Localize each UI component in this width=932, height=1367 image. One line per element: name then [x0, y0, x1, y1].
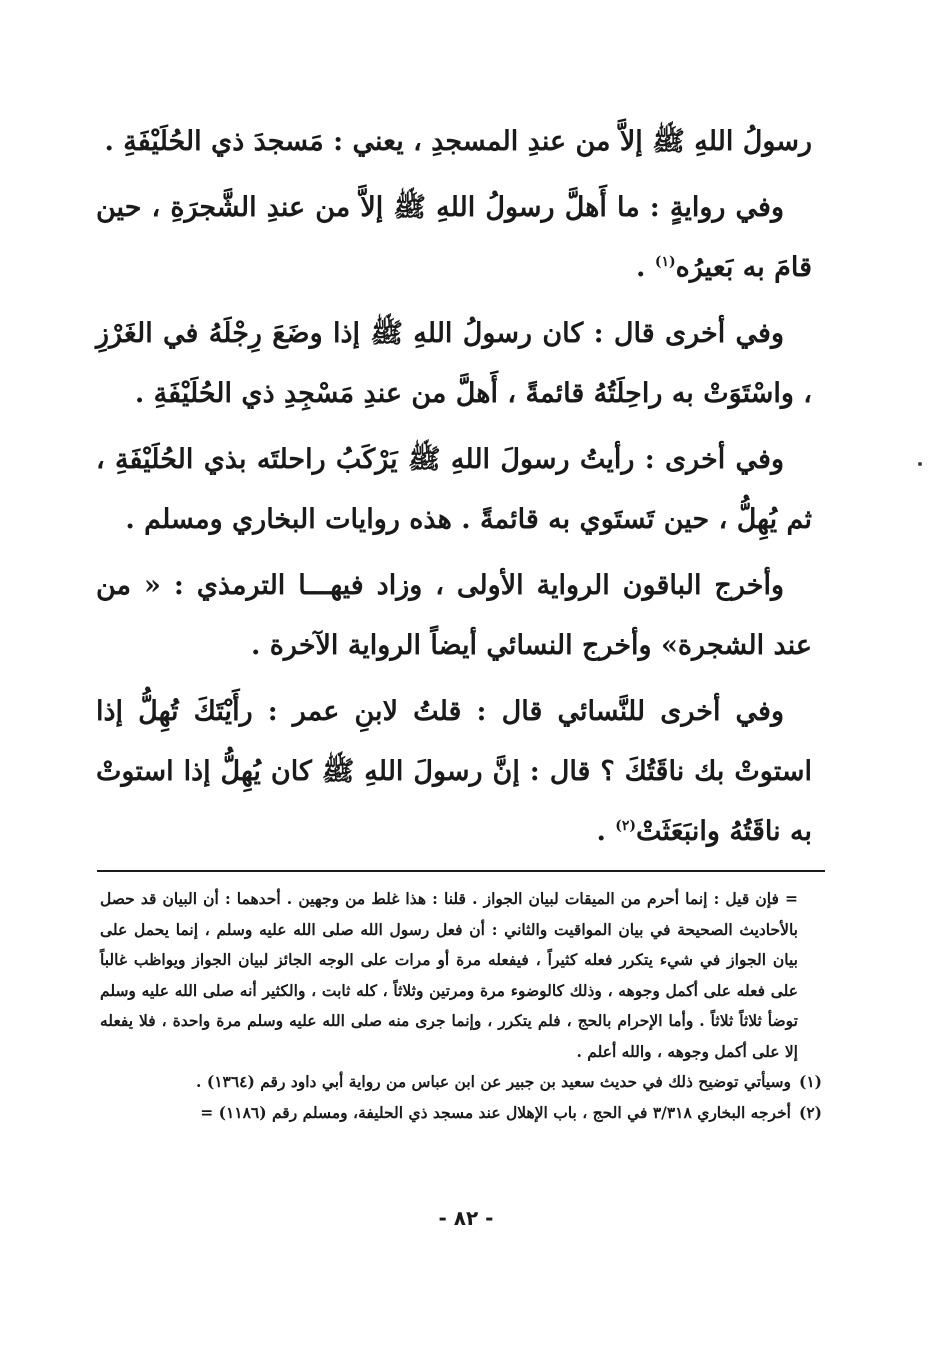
paragraph-4 [96, 430, 812, 550]
paragraph-end: . [636, 252, 655, 283]
page-number: - ٨٢ - [438, 1206, 494, 1230]
main-text [96, 112, 812, 868]
paragraph-3 [96, 304, 812, 424]
paragraph-text: رسولُ اللهِ ﷺ إلاَّ من عندِ المسجدِ ، يعني : مَسجدَ ذي الحُلَيْفَةِ . [104, 126, 812, 157]
paragraph-text: وفي أخرى للنَّسائي قال : قلتُ لابنِ عمر : رأَيْتَكَ تُهِلُّ إذا استوتْ بك ناقَتُكَ ؟ قال : إنَّ رسولَ اللهِ ﷺ كان يُهِلُّ إذا استوتْ به ناقَتُهُ وانبَعَثَتْ [96, 696, 812, 847]
footnote-2 [100, 1098, 822, 1129]
paragraph-text: وفي روايةٍ : ما أَهلَّ رسولُ اللهِ ﷺ إلاَّ من عندِ الشَّجرَةِ ، حين قامَ به بَعيرُه [96, 192, 812, 283]
footnote-1 [100, 1067, 822, 1098]
paragraph-5 [96, 556, 812, 676]
footnote-continuation: = فإن قيل : إنما أحرم من الميقات لبيان الجواز . قلنا : هذا غلط من وجهين . أحدهما : أن البيان قد حصل بالأحاديث الصحيحة في بيان المواقيت والثاني : أن فعل رسول الله صلى الله عليه وسلم ، إنما يحمل على بيان الجواز في شيء يتكرر فعله كثيراً ، فيفعله مرة أو مرات على الوجه الجائز لبيان الجواز ويواظب غالباً على فعله على أكمل وجوهه ، وذلك كالوضوء مرة ومرتين وثلاثاً ، كله ثابت ، والكثير أنه صلى الله عليه وسلم توضأ ثلاثاً ثلاثاً . وأما الإحرام بالحج ، فلم يتكرر ، وإنما جرى منه صلى الله عليه وسلم مرة واحدة ، فلا يفعله إلا على أكمل وجوهه ، والله أعلم . [100, 889, 798, 1061]
paragraph-text: وفي أخرى : رأيتُ رسولَ اللهِ ﷺ يَرْكَبُ راحلتَه بذي الحُلَيْفَةِ ، ثم يُهِلُّ ، حين تَستَوي به قائمةً . هذه روايات البخاري ومسلم . [96, 444, 812, 535]
footnotes [100, 884, 822, 1128]
footnote-separator [97, 870, 825, 872]
paragraph-6 [96, 682, 812, 862]
paragraph-end: . [596, 816, 616, 847]
footnote-number: (١) [798, 1072, 822, 1091]
paragraph-text: وأخرج الباقون الرواية الأولى ، وزاد فيهـــا الترمذي : « من عند الشجرة» وأخرج النسائي أيضاً الرواية الآخرة . [96, 570, 812, 661]
footnote-text: أخرجه البخاري ٣/٣١٨ في الحج ، باب الإهلال عند مسجد ذي الحليفة، ومسلم رقم (١١٨٦) = [200, 1102, 791, 1122]
footnote-number: (٢) [798, 1102, 822, 1122]
footnote-text: وسيأتي توضيح ذلك في حديث سعيد بن جبير عن ابن عباس من رواية أبي داود رقم (١٣٦٤) . [196, 1072, 791, 1091]
paragraph-text: وفي أخرى قال : كان رسولُ اللهِ ﷺ إذا وضَعَ رِجْلَهُ في الغَرْزِ ، واسْتَوَتْ به راحِلَتُهُ قائمةً ، أَهلَّ من عندِ مَسْجِدِ ذي الحُلَيْفَةِ . [96, 318, 812, 409]
footnote-marker-1[interactable]: (١) [654, 254, 676, 270]
footnote-marker-2[interactable]: (٢) [615, 818, 637, 834]
paragraph-2 [96, 178, 812, 298]
paragraph-1 [96, 112, 812, 172]
scan-speck [918, 462, 922, 466]
